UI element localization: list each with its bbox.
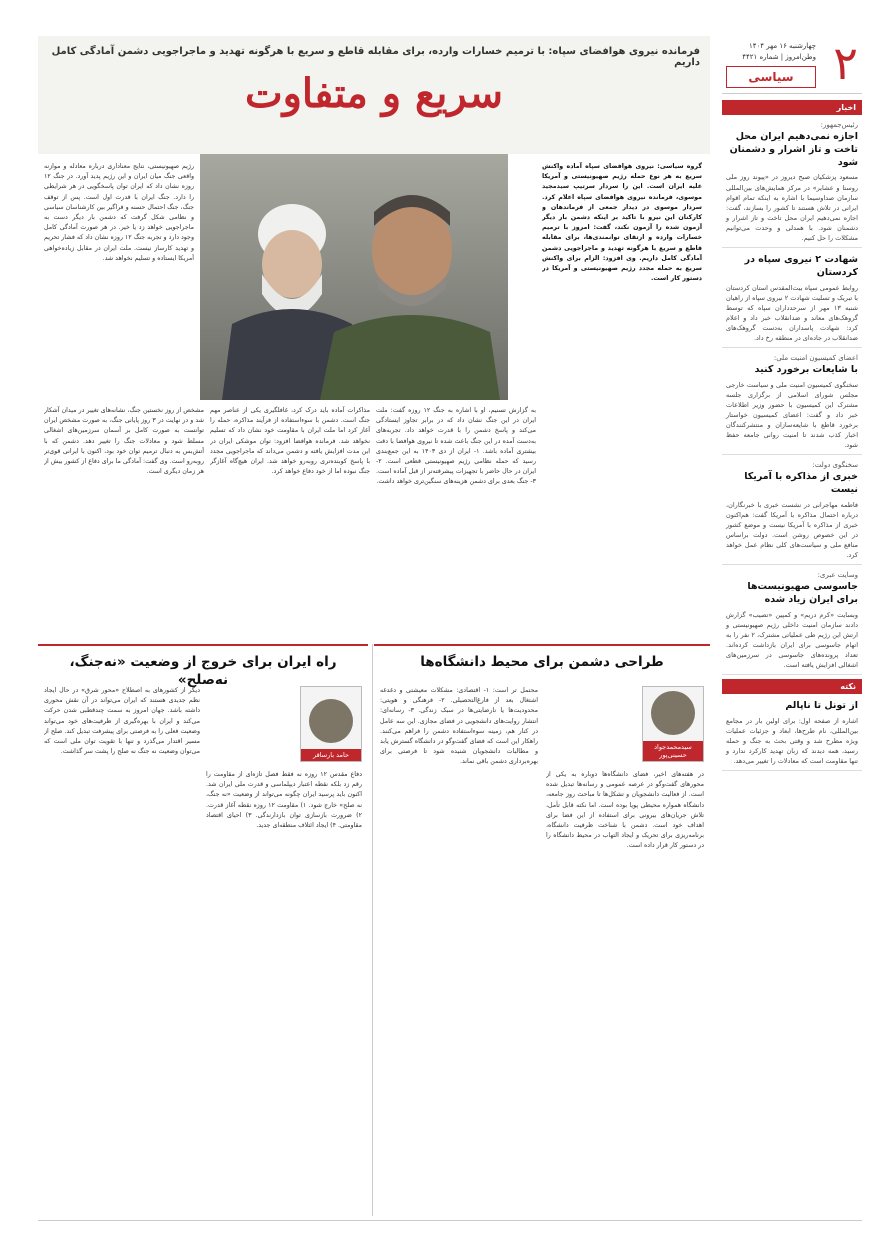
article-text: دفاع مقدس ۱۲ روزه نه فقط فصل تازه‌ای از مقاومت را رقم زد بلکه نقطه اعتبار دیپلماسی و قدرت ملی ایران شد. اکنون باید پرسید ایران چگونه می‌تواند از وضعیت «نه جنگ، نه صلح» خارج شود. ۱) مقاومت ۱۲ روزه نقطه آغاز قدرت. ۲) ضرورت بازسازی توان بازدارندگی. ۳) احیای اقتصاد مقاومتی. ۴) ایجاد ائتلاف منطقه‌ای جدید. [206, 771, 362, 829]
note-text: اشاره از صفحه اول: برای اولین بار در مجامع بین‌المللی، نام طرح‌ها، ابعاد و جزئیات عملیات ویژه مطرح شد و وقتی بحث به جنگ و حمله رسید، همه دیدند که زبان تهدید کارکرد ندارد و تنها مقاومت است که معادلات را تغییر می‌دهد. [726, 716, 858, 766]
author-box [642, 686, 704, 762]
lead-photo [200, 154, 508, 400]
lead-column [376, 406, 536, 640]
sidebar-news-item [722, 248, 862, 348]
article-column [206, 770, 362, 1210]
article-title: راه ایران برای خروج از وضعیت «نه‌جنگ، نه‌صلح» [69, 654, 337, 688]
news-title: اجازه نمی‌دهیم ایران محل تاخت و تاز اشرار و دشمنان شود [729, 131, 858, 168]
headline-title: سریع و متفاوت [244, 70, 504, 117]
news-title: شهادت ۲ نیروی سپاه در کردستان [744, 253, 858, 278]
commander-figure [320, 164, 500, 400]
article-column [546, 770, 704, 1210]
note-title: از تونل تا ناپالم [785, 700, 858, 712]
lead-column [210, 406, 370, 640]
lower-section [38, 644, 710, 1216]
headline-supertitle: فرمانده نیروی هوافضای سپاه: با ترمیم خسارات وارده، برای مقابله قاطع و سریع با هرگونه تهدید و ماجراجویی دشمن آمادگی کامل داریم [51, 46, 700, 68]
masthead [722, 36, 862, 94]
article-title: طراحی دشمن برای محیط دانشگاه‌ها [420, 654, 664, 670]
note-item [722, 694, 862, 771]
news-title: جاسوسی صهیونیست‌ها برای ایران زیاد شده [747, 581, 858, 605]
article-iran-path [38, 644, 368, 1216]
lead-text: مشخص از روز نخستین جنگ، نشانه‌های تغییر در میدان آشکار شد و در نهایت در ۳ روز پایانی جنگ، به صورت مشخص ایران توانست به صورت کامل بر آسمان سرزمین‌های اشغالی مسلط شود و معادلات جنگ را تغییر دهد. دشمن که با آتش‌بس به دنبال ترمیم توان خود بود، اکنون با ایرانی قوی‌تر روبه‌رو است. وی گفت: آمادگی ما برای دفاع از کشور بیش از هر زمان دیگری است. [44, 407, 204, 476]
news-title: خبری از مذاکره با آمریکا نیست [744, 471, 858, 495]
news-kicker: رئیس‌جمهور: [820, 121, 858, 129]
news-kicker: وسایت عبری: [817, 571, 858, 580]
sidebar-news-item [722, 565, 862, 675]
section-label: سیاسی [726, 66, 816, 88]
news-text: مسعود پزشکیان صبح دیروز در «پیوند روز ملی روستا و عشایر» در مرکز همایش‌های بین‌المللی سازمان صداوسیما با اشاره به اینکه تمام اقوام ایرانی در تلاش هستند تا کشور را بسازند، گفت: اجازه نمی‌دهیم ایران محل تاخت و تاز اشرار و دشمنان شود. با همدلی و وحدت می‌توانیم مشکلات را حل کنیم. [726, 173, 858, 242]
lead-text: گروه سیاسی: نیروی هوافضای سپاه آماده واکنش سریع به هر نوع حمله رژیم صهیونیستی و آمریکا علیه ایران است. این را سردار سرتیپ سیدمجید موسوی، فرمانده نیروی هوافضای سپاه اعلام کرد. سردار موسوی در دیدار جمعی از فرماندهان و کارکنان این نیرو با تاکید بر اینکه دشمن بار دیگر آزمون شده را آزمون نکند، گفت: امروز با ترمیم خسارات وارده و ارتقای توانمندی‌ها، برای مقابله قاطع و سریع با هرگونه تهدید و ماجراجویی دشمن آمادگی کامل داریم. وی افزود: الزام برای واکنش سریع به حمله مجدد رژیم صهیونیستی و آمریکا در دستور کار است. [542, 163, 702, 283]
news-text: سخنگوی کمیسیون امنیت ملی و سیاست خارجی مجلس شورای اسلامی از برگزاری جلسه مشترک این کمیسیون با حضور وزیر اطلاعات خبر داد و گفت: اعضای کمیسیون خواستار برخورد قاطع با شایعه‌سازان و منتشرکنندگان اخبار کذب شدند تا امنیت روانی جامعه حفظ شود. [726, 380, 858, 450]
lead-column [44, 162, 194, 400]
news-text: وبسایت «کرم دریم» و کمپین «تصیب» گزارش دادند سازمان امنیت داخلی رژیم صهیونیستی و ارتش این رژیم طی عملیاتی مشترک، ۲ نفر را به اتهام جاسوسی برای ایران بازداشت کرده‌اند. تعداد پرونده‌های جاسوسی در سرزمین‌های اشغالی افزایش یافته است. [726, 610, 858, 670]
issue-line: وطن‌امروز | شماره ۴۴۲۱ [742, 53, 816, 61]
author-box [300, 686, 362, 762]
main-area [38, 36, 710, 1216]
note-tag: نکته [722, 679, 862, 694]
article-text: محتمل تر است: ۱- اقتصادی: مشکلات معیشتی و دغدغه اشتغال بعد از فارغ‌التحصیلی. ۲- فرهنگی و هویتی: محدودیت‌ها یا نارضایتی‌ها در سبک زندگی. ۳- رسانه‌ای: انتشار روایت‌های دانشجویی در فضای مجازی. این سه عامل در کنار هم، زمینه سوءاستفاده دشمن را فراهم می‌کنند. راهکار این است که فضای گفت‌وگو در دانشگاه گسترش یابد و مطالبات دانشجویان شنیده شود تا فرصتی برای بهره‌برداری دشمن باقی نماند. [380, 687, 538, 766]
article-text: در هفته‌های اخیر، فضای دانشگاه‌ها دوباره به یکی از محورهای گفت‌وگو در عرصه عمومی و رسانه‌ها تبدیل شده است. از فعالیت دانشجویان و تشکل‌ها تا مباحث روز جامعه، دانشگاه همواره محیطی پویا بوده است. اما نکته قابل تأمل، تلاش جریان‌های بیرونی برای استفاده از این فضا برای اهداف خود است. دشمن با شناخت ظرفیت دانشگاه، برنامه‌ریزی برای تحریک و ایجاد التهاب در محیط دانشگاه را در دستور کار قرار داده است. [546, 771, 704, 850]
author-name: سیدمحمدجواد حسینی‌پور [643, 741, 703, 761]
article-column [380, 686, 538, 1210]
author-photo [651, 691, 695, 735]
lead-column [44, 406, 204, 640]
article-text: دیگر از کشورهای به اصطلاح «محور شرق» در حال ایجاد نظم جدیدی هستند که ایران می‌تواند در آن نقش محوری داشته باشد. جهان امروز به سمت چندقطبی شدن حرکت می‌کند و ایران با بهره‌گیری از ظرفیت‌های خود می‌تواند وضعیت فعلی را به فرصتی برای پیشرفت تبدیل کند. صلح از مسیر اقتدار می‌گذرد و تنها با تقویت توان ملی است که می‌توان وضعیت نه جنگ نه صلح را پشت سر گذاشت. [44, 687, 200, 756]
news-title: با شایعات برخورد کنید [754, 363, 858, 375]
news-text: فاطمه مهاجرانی در نشست خبری با خبرنگاران، درباره احتمال مذاکره با آمریکا گفت: هم‌اکنون خبری از مذاکره با آمریکا نیست و موضع کشور در این خصوص روشن است. دولت براساس منافع ملی و سیاست‌های کلی نظام عمل خواهد کرد. [726, 500, 858, 560]
sidebar-news-item [722, 455, 862, 565]
news-tag: اخبار [722, 100, 862, 115]
author-photo [309, 699, 353, 743]
sidebar-news-item [722, 348, 862, 455]
news-text: روابط عمومی سپاه بیت‌المقدس استان کردستان با تبریک و تسلیت شهادت ۲ نیروی سپاه از راهیان شنبه ۱۳ مهر از سرحدداران سپاه که توسط گروهک‌های معاند و ضدانقلاب خبر داد و اعلام کرد: شهادت پاسداران به‌دست گروهک‌های ضدانقلاب در جاده‌ای در منطقه رخ داد. [726, 283, 858, 342]
column-divider [372, 644, 373, 1216]
sidebar-news-item [722, 115, 862, 248]
headline-band [38, 36, 710, 154]
page-number: ۲ [833, 36, 858, 90]
lead-text: مذاکرات آماده باید درک کرد، غافلگیری یکی از عناصر مهم جنگ است. دشمن با سوءاستفاده از فرآیند مذاکره، حمله را آغاز کرد اما ملت ایران با مقاومت خود نشان داد که تسلیم نخواهد شد. فرمانده هوافضا افزود: توان موشکی ایران در این مدت افزایش یافته و دشمن می‌داند که ماجراجویی مجدد با پاسخ کوبنده‌تری روبه‌رو خواهد شد. ایران هیچ‌گاه آغازگر جنگ نبوده اما از خود دفاع خواهد کرد. [210, 407, 370, 476]
lead-text: به گزارش تسنیم، او با اشاره به جنگ ۱۲ روزه گفت: ملت ایران در این جنگ نشان داد که در برابر تجاوز ایستادگی می‌کند و پاسخ دشمن را با قدرت خواهد داد. تجربه‌های به‌دست آمده در این جنگ باعث شده تا نیروی هوافضا با دقت بیشتری آماده باشد. ۱- ایران از دی ۱۴۰۳ به این جمع‌بندی رسید که حمله نظامی رژیم صهیونیستی قطعی است. ۲- ایران در حال حاضر با تجهیزات پیشرفته‌تر از قبل آماده است. ۳- جنگ بعدی برای دشمن هزینه‌های سنگین‌تری خواهد داشت. [376, 407, 536, 486]
footer-rule [38, 1220, 862, 1221]
author-name: حامد بارساقر [301, 749, 361, 761]
article-column [44, 686, 200, 1210]
news-kicker: سخنگوی دولت: [812, 461, 858, 470]
article-campus [374, 644, 710, 1216]
lead-text: رژیم صهیونیستی، نتایج معناداری درباره معادله و موازنه واقعی جنگ میان ایران و این رژیم پدید آورد. در جنگ ۱۲ روزه نشان داد که ایران توان پاسخگویی در هر شرایطی را دارد. جنگ ایران با قدرت اول است. پس از توقف جنگ، جنگ احتمال حسنه و فراگیر بین کارشناسان سیاسی و نظامی شکل گرفت که دشمن بار دیگر دست به ماجراجویی خواهد زد یا خیر. در هر صورت آمادگی کامل وجود دارد و تجربه جنگ ۱۲ روزه نشان داد که فشار تحریم و تهدید کارساز نیست. ملت ایران در مقابل زیاده‌خواهی آمریکا ایستاده و تسلیم نخواهد شد. [44, 163, 194, 262]
lead-column [542, 162, 702, 640]
date-line: چهارشنبه ۱۶ مهر ۱۴۰۴ [748, 42, 816, 50]
sidebar [722, 36, 862, 1216]
news-kicker: اعضای کمیسیون امنیت ملی: [773, 353, 858, 362]
